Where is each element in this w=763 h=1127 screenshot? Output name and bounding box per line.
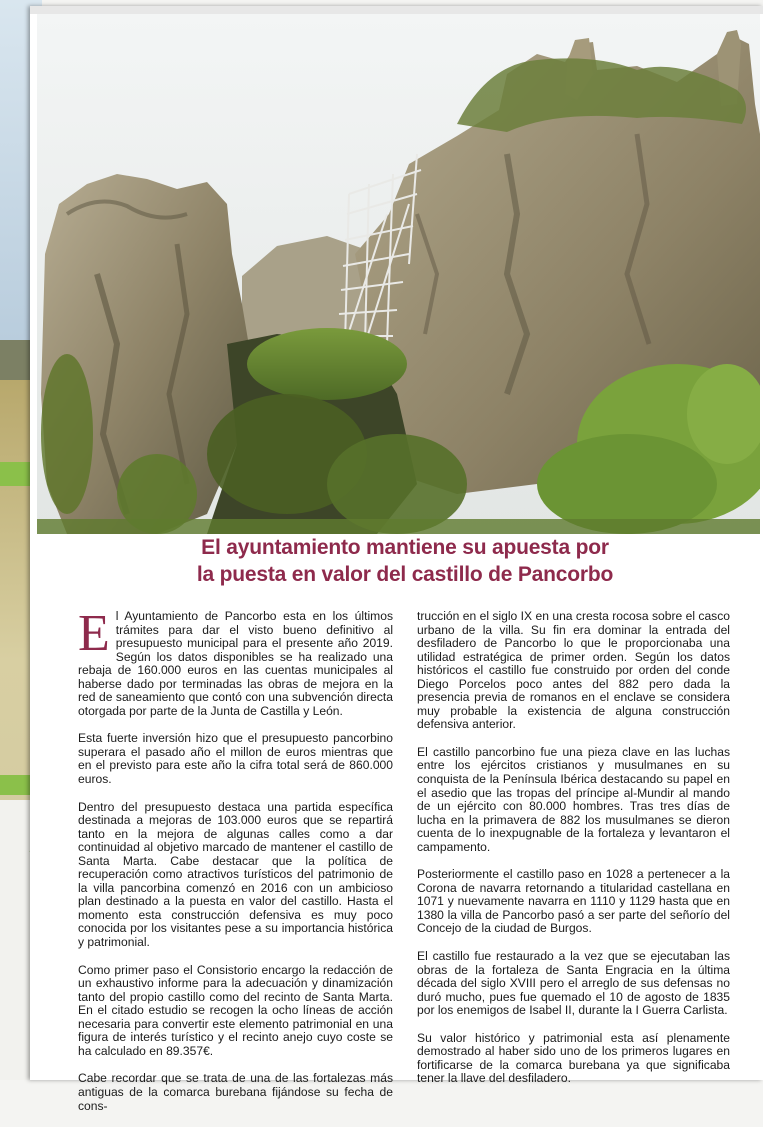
article-title-line-2: la puesta en valor del castillo de Pancorbo bbox=[196, 563, 614, 586]
article-title-line-1: El ayuntamiento mantiene su apuesta por bbox=[201, 536, 609, 559]
paragraph: trucción en el siglo IX en una cresta rocosa sobre el casco urbano de la villa. Su fin era dominar la entrada del desfiladero de Pancorbo lo que le proporcionaba una utilidad estratégica de primer orden. Según los datos históricos el castillo fue construido por orden del conde Diego Porcelos poco antes del 882 pero dada la presencia previa de romanos en el enclave se considera muy probable la existencia de alguna construcción defensiva anterior. bbox=[417, 609, 730, 732]
paragraph: Cabe recordar que se trata de una de las fortalezas más antiguas de la comarca burebana fijándose su fecha de cons- bbox=[78, 1071, 393, 1113]
paragraph: Esta fuerte inversión hizo que el presupuesto pancorbino superara el pasado año el millon de euros mientras que en el previsto para este año la cifra total será de 860.000 euros. bbox=[78, 731, 393, 787]
page-top-edge bbox=[30, 6, 763, 14]
paragraph: El Ayuntamiento de Pancorbo esta en los últimos trámites para dar el visto bueno definitivo al presupuesto municipal para el presente año 2019. Según los datos disponibles se ha realizado una rebaja de 160.000 euros en las cuentas municipales al haberse dado por terminadas las obras de mejora en la red de saneamiento que contó con una subvención directa otorgada por parte de la Junta de Castilla y León. bbox=[78, 605, 393, 718]
drop-cap: E bbox=[78, 605, 110, 662]
paragraph: El castillo fue restaurado a la vez que se ejecutaban las obras de la fortaleza de Santa Engracia en la última década del siglo XVIII pero el arreglo de sus defensas no duró mucho, pues fue quemado el 10 de agosto de 1835 por los enemigos de Isabel II, durante la I Guerra Carlista. bbox=[417, 949, 730, 1018]
paragraph: Dentro del presupuesto destaca una partida específica destinada a mejoras de 103.000 euros que se repartirá tanto en la mejora de algunas calles como a dar continuidad al objetivo marcado de mantener el castillo de Santa Marta. Cabe destacar que la política de recuperación como atractivos turísticos del patrimonio de la villa pancorbina comenzó en 2016 con un ambicioso plan destinado a la puesta en valor del castillo. Hasta el momento esta construcción defensiva es muy poco conocida por los visitantes pese a su importancia histórica y patrimonial. bbox=[78, 799, 393, 950]
article-title bbox=[50, 534, 760, 588]
paragraph: El castillo pancorbino fue una pieza clave en las luchas entre los ejércitos cristianos y musulmanes en su conquista de la Península Ibérica destacando su papel en el asedio que las tropas del príncipe al-Mundir al mando de un ejército con 80.000 hombres. Tras tres días de lucha en la primavera de 882 los musulmanes se dieron cuenta de lo inexpugnable de la fortaleza y levantaron el campamento. bbox=[417, 744, 730, 854]
castle-photo bbox=[37, 14, 760, 534]
paragraph: Como primer paso el Consistorio encargo la redacción de un exhaustivo informe para la adecuación y dinamización tanto del propio castillo como del recinto de Santa Marta. En el citado estudio se recogen la ocho líneas de acción necesaria para convertir este elemento patrimonial en una figura de interés turístico y el recinto anejo cuyo coste se ha calculado en 89.357€. bbox=[78, 962, 393, 1058]
right-column bbox=[417, 610, 730, 1100]
castle-rock-image bbox=[37, 14, 760, 534]
paragraph: Su valor histórico y patrimonial esta así plenamente demostrado al haber sido uno de los primeros lugares en fortificarse de la comarca burebana ya que significaba tener la llave del desfiladero. bbox=[417, 1030, 730, 1086]
left-column bbox=[78, 605, 393, 1127]
magazine-page bbox=[30, 6, 763, 1113]
paragraph: Posteriormente el castillo paso en 1028 a pertenecer a la Corona de navarra retornando a titularidad castellana en 1071 y nuevamente navarra en 1110 y 1129 hasta que en 1380 la villa de Pancorbo pasó a ser parte del señorío del Concejo de la ciudad de Burgos. bbox=[417, 867, 730, 936]
